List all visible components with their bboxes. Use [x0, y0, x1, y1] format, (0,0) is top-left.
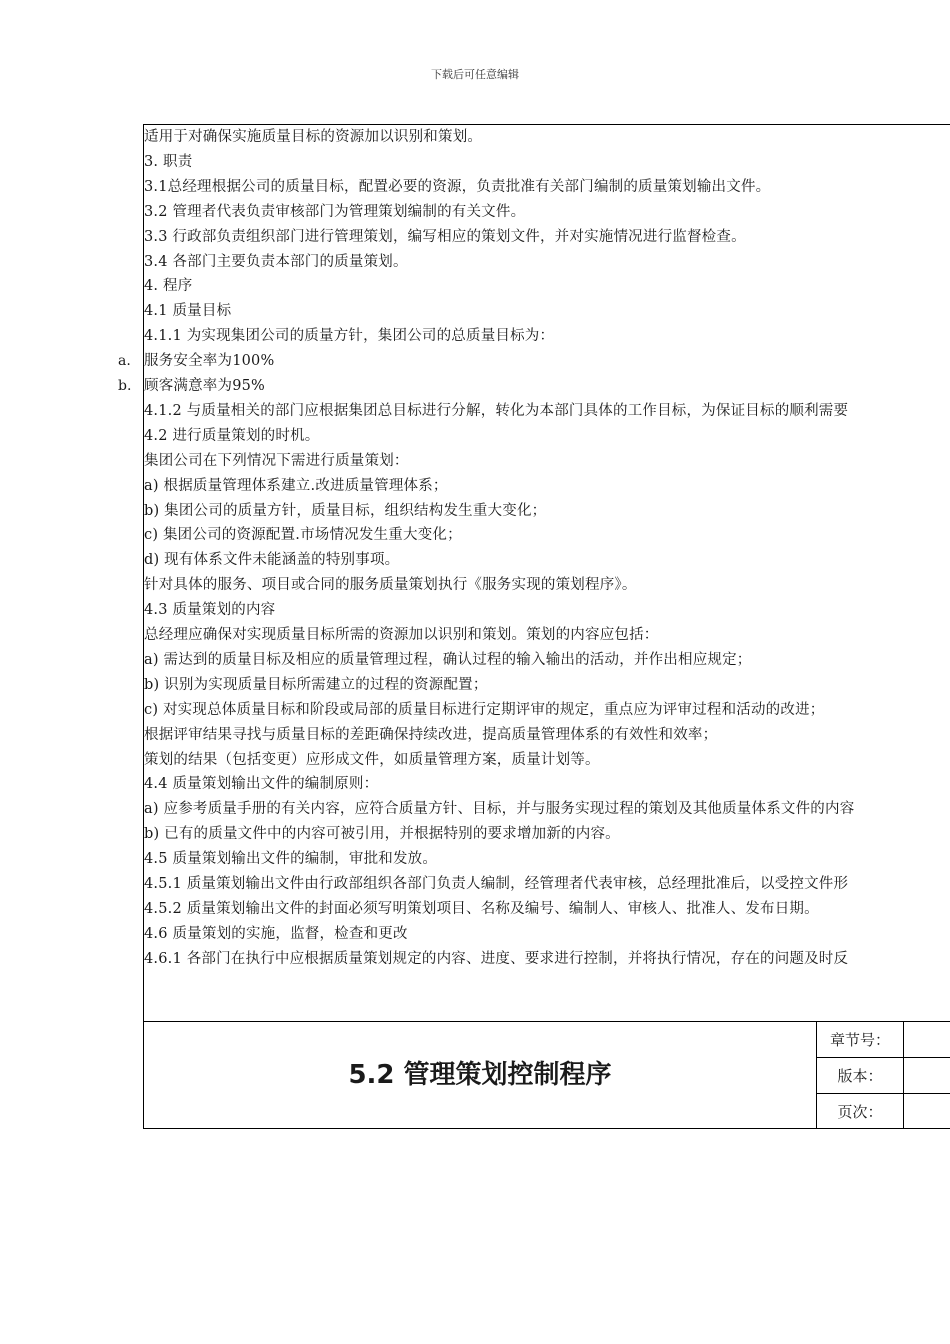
body-line: 4.1 质量目标 — [144, 303, 232, 319]
body-line: 4.1.1 为实现集团公司的质量方针，集团公司的总质量目标为： — [144, 328, 555, 344]
body-line: 4.4 质量策划输出文件的编制原则： — [144, 776, 379, 792]
body-line: 4.2 进行质量策划的时机。 — [144, 428, 320, 444]
body-line: b) 集团公司的质量方针，质量目标，组织结构发生重大变化； — [144, 503, 547, 519]
body-line: 4.5.2 质量策划输出文件的封面必须写明策划项目、名称及编号、编制人、审核人、批准人、发布日期。 — [144, 901, 819, 917]
body-line: a) 应参考质量手册的有关内容，应符合质量方针、目标，并与服务实现过程的策划及其他质量体系文件的内容 — [144, 801, 855, 817]
header-note: 下载后可任意编辑 — [431, 68, 519, 81]
body-line: 针对具体的服务、项目或合同的服务质量策划执行《服务实现的策划程序》。 — [144, 577, 637, 593]
body-line: 4.5.1 质量策划输出文件由行政部组织各部门负责人编制，经管理者代表审核，总经理批准后，以受控文件形 — [144, 876, 849, 892]
body-line: 3. 职责 — [144, 154, 193, 170]
list-marker: a. — [118, 353, 131, 369]
body-line: 4.3 质量策划的内容 — [144, 602, 276, 618]
body-line: 服务安全率为100% — [144, 353, 275, 369]
body-line: 4.6 质量策划的实施，监督，检查和更改 — [144, 926, 408, 942]
body-line: b) 已有的质量文件中的内容可被引用，并根据特别的要求增加新的内容。 — [144, 826, 620, 842]
body-line: a) 根据质量管理体系建立.改进质量管理体系； — [144, 478, 448, 494]
body-line: b) 识别为实现质量目标所需建立的过程的资源配置； — [144, 677, 488, 693]
body-line: 3.3 行政部负责组织部门进行管理策划，编写相应的策划文件，并对实施情况进行监督检查。 — [144, 229, 746, 245]
body-line: c) 集团公司的资源配置.市场情况发生重大变化； — [144, 527, 462, 543]
document-title: 5.2 管理策划控制程序 — [348, 1060, 612, 1090]
body-line: 总经理应确保对实现质量目标所需的资源加以识别和策划。策划的内容应包括： — [144, 627, 659, 643]
version-label: 版本： — [837, 1067, 883, 1085]
body-line: 顾客满意率为95% — [144, 378, 266, 394]
body-line: 4.6.1 各部门在执行中应根据质量策划规定的内容、进度、要求进行控制，并将执行情况，存在的问题及时反 — [144, 951, 849, 967]
body-line: 适用于对确保实施质量目标的资源加以识别和策划。 — [144, 129, 483, 145]
body-line: d) 现有体系文件未能涵盖的特别事项。 — [144, 552, 400, 568]
page-number-label: 页次： — [837, 1103, 883, 1121]
body-line: 4.5 质量策划输出文件的编制，审批和发放。 — [144, 851, 438, 867]
body-line: 4. 程序 — [144, 278, 193, 294]
list-marker: b. — [118, 378, 132, 394]
body-line: 策划的结果（包括变更）应形成文件，如质量管理方案，质量计划等。 — [144, 752, 600, 768]
chapter-number-label: 章节号： — [829, 1031, 890, 1049]
body-line: a) 需达到的质量目标及相应的质量管理过程，确认过程的输入输出的活动，并作出相应规定； — [144, 652, 752, 668]
body-line: 根据评审结果寻找与质量目标的差距确保持续改进，提高质量管理体系的有效性和效率； — [144, 727, 718, 743]
body-line: 3.1总经理根据公司的质量目标，配置必要的资源，负责批准有关部门编制的质量策划输出文件。 — [144, 179, 771, 195]
version-value — [904, 1058, 950, 1094]
body-line: 3.4 各部门主要负责本部门的质量策划。 — [144, 254, 408, 270]
body-line: 4.1.2 与质量相关的部门应根据集团总目标进行分解，转化为本部门具体的工作目标，为保证目标的顺利需要 — [144, 403, 849, 419]
chapter-number-value — [904, 1022, 950, 1058]
body-line: 集团公司在下列情况下需进行质量策划： — [144, 453, 409, 469]
body-line: 3.2 管理者代表负责审核部门为管理策划编制的有关文件。 — [144, 204, 526, 220]
body-line: c) 对实现总体质量目标和阶段或局部的质量目标进行定期评审的规定，重点应为评审过程和活动的改进； — [144, 702, 825, 718]
page-number-value — [904, 1094, 950, 1130]
